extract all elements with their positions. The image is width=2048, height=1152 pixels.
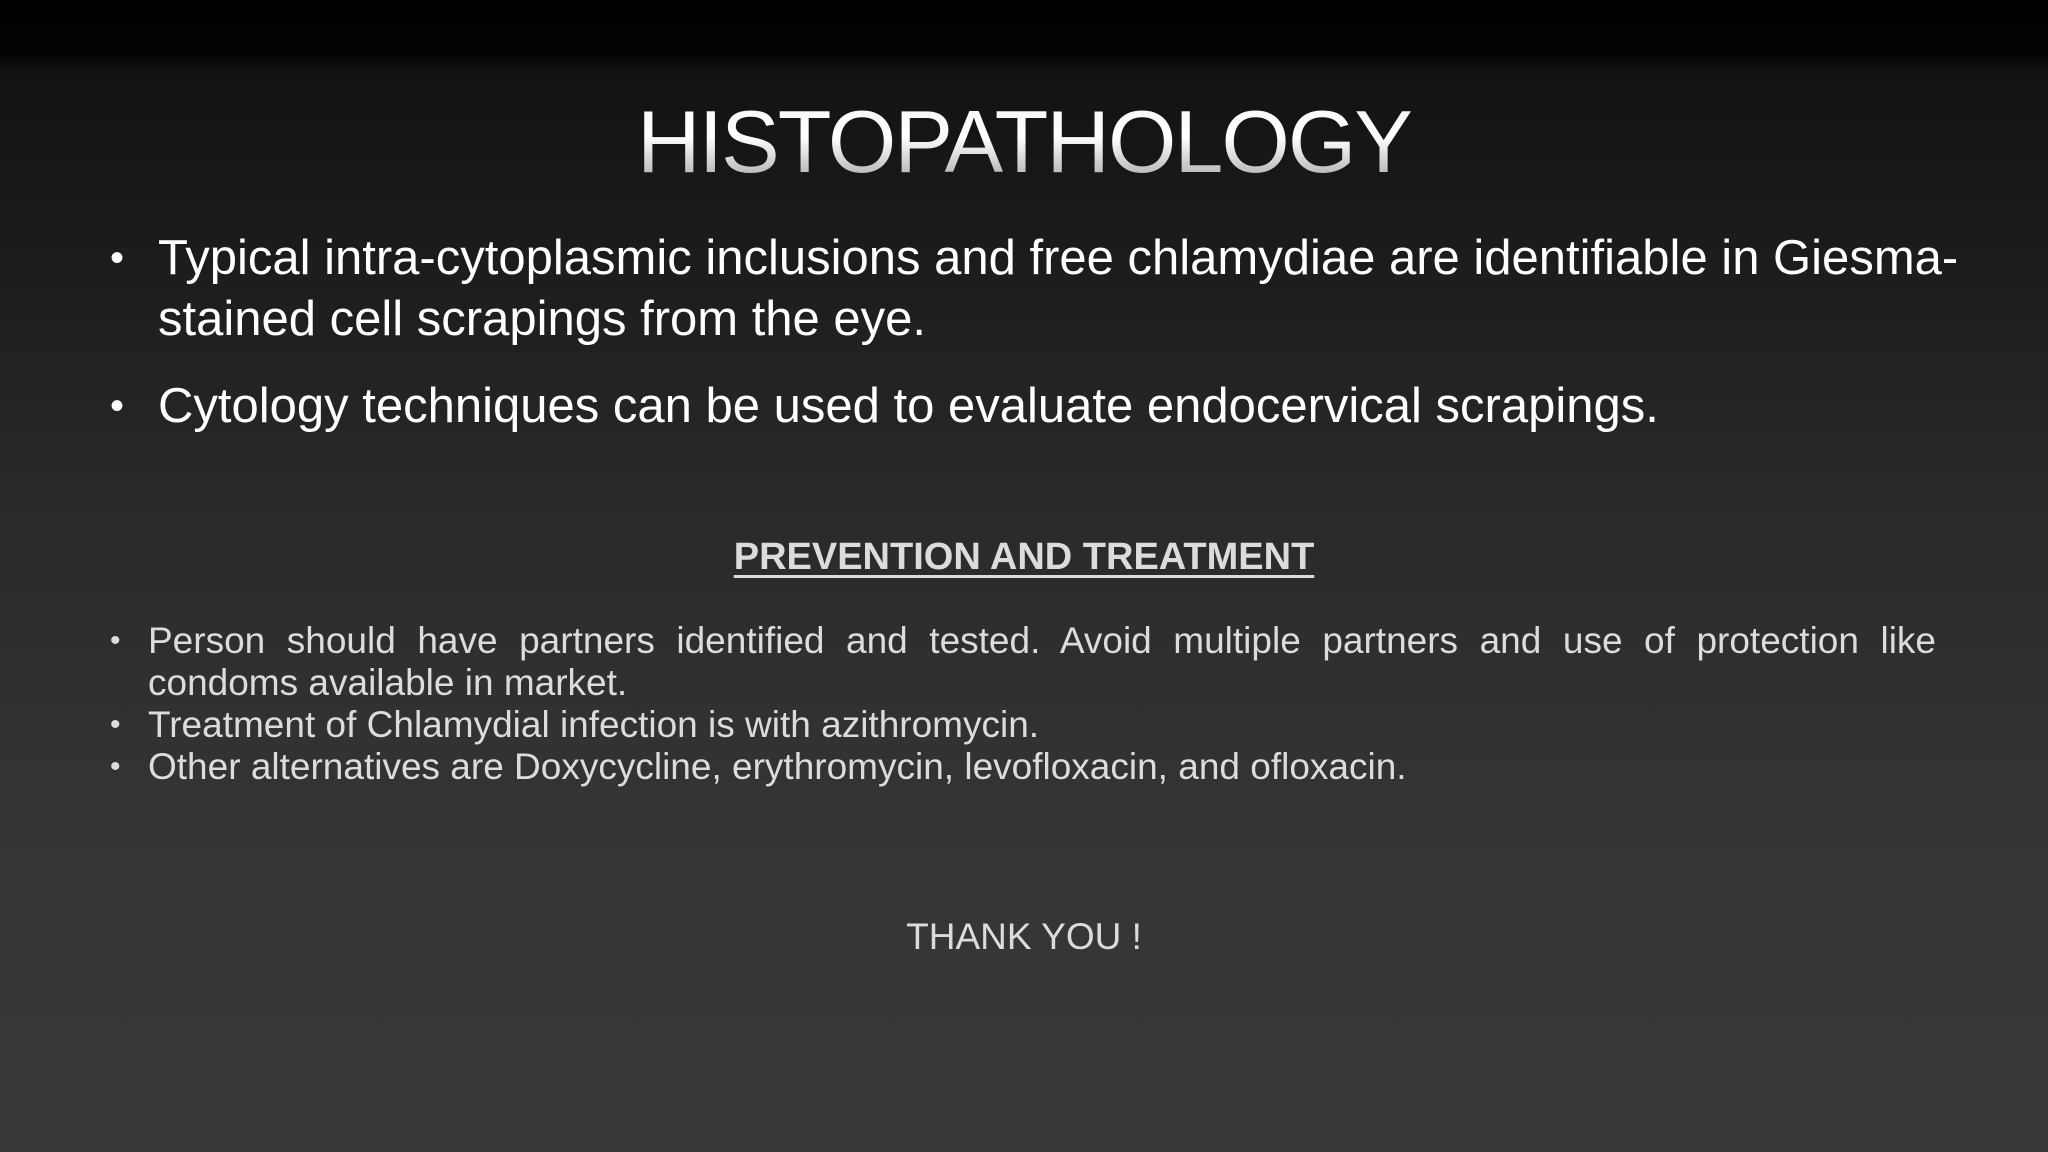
histopathology-bullet-list bbox=[110, 228, 1970, 463]
bullet-text: Cytology techniques can be used to evaluate endocervical scrapings. bbox=[158, 379, 1659, 433]
bullet-icon: • bbox=[110, 708, 121, 741]
closing-text: THANK YOU ! bbox=[906, 916, 1142, 957]
slide-title: HISTOPATHOLOGY bbox=[0, 92, 2048, 192]
list-item bbox=[110, 376, 1970, 437]
section-heading: PREVENTION AND TREATMENT bbox=[733, 536, 1315, 578]
list-item bbox=[110, 704, 1936, 746]
bullet-text: Typical intra-cytoplasmic inclusions and free chlamydiae are identifiable in Giesma-stained cell scrapings from the eye. bbox=[158, 231, 1959, 346]
list-item bbox=[110, 228, 1970, 350]
bullet-icon: • bbox=[110, 624, 121, 657]
bullet-icon: • bbox=[110, 384, 125, 428]
prevention-bullet-list bbox=[110, 620, 1936, 788]
list-item bbox=[110, 620, 1936, 704]
bullet-text: Treatment of Chlamydial infection is with azithromycin. bbox=[148, 704, 1040, 745]
bullet-text: Other alternatives are Doxycycline, erythromycin, levofloxacin, and ofloxacin. bbox=[148, 746, 1407, 787]
list-item bbox=[110, 746, 1936, 788]
bullet-icon: • bbox=[110, 236, 125, 280]
bullet-icon: • bbox=[110, 750, 121, 783]
bullet-text: Person should have partners identified and tested. Avoid multiple partners and use of protection like condoms available in market. bbox=[148, 620, 1936, 703]
